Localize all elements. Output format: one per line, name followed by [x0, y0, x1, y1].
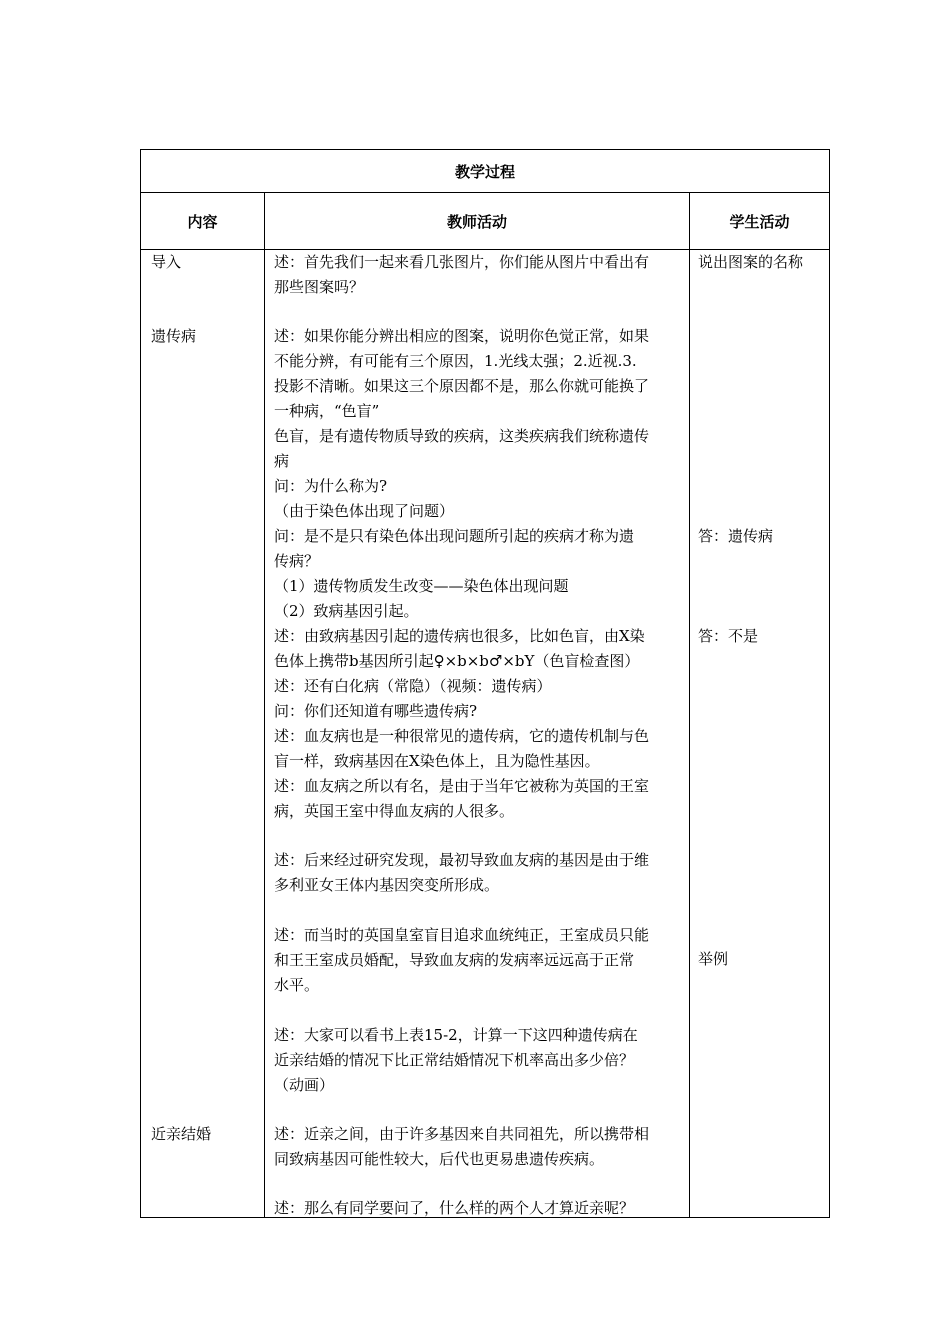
cell-text: 一种病，“色盲” — [274, 402, 380, 420]
cell-text: 述：大家可以看书上表15-2，计算一下这四种遗传病在 — [274, 1026, 638, 1044]
cell-text: 近亲结婚的情况下比正常结婚情况下机率高出多少倍？ — [274, 1051, 635, 1069]
cell-text: 色体上携带b基因所引起♀×b×b♂×bY（色盲检查图） — [274, 652, 640, 670]
cell-text: 多利亚女王体内基因突变所形成。 — [274, 876, 500, 894]
cell-text: 近亲结婚 — [151, 1125, 212, 1143]
cell-text: 传病？ — [274, 552, 320, 570]
cell-text: 述：后来经过研究发现，最初导致血友病的基因是由于维 — [274, 851, 650, 869]
cell-text: 同致病基因可能性较大，后代也更易患遗传疾病。 — [274, 1150, 605, 1168]
cell-text: 投影不清晰。如果这三个原因都不是，那么你就可能换了 — [274, 377, 650, 395]
cell-text: 问：为什么称为? — [274, 477, 388, 495]
header-content: 内容 — [187, 212, 218, 231]
cell-text: 说出图案的名称 — [698, 253, 804, 271]
cell-text: 不能分辨，有可能有三个原因，1.光线太强；2.近视.3. — [274, 352, 637, 370]
cell-text: 述：还有白化病（常隐）（视频：遗传病） — [274, 677, 552, 695]
cell-text: 水平。 — [274, 976, 320, 994]
table-header-row — [141, 193, 829, 250]
cell-text: 述：由致病基因引起的遗传病也很多，比如色盲，由X染 — [274, 627, 645, 645]
column-divider — [264, 193, 265, 1217]
header-teacher-activity: 教师活动 — [446, 212, 507, 231]
cell-text: 述：而当时的英国皇室盲目追求血统纯正，王室成员只能 — [274, 926, 650, 944]
cell-text: （1）遗传物质发生改变——染色体出现问题 — [274, 577, 569, 595]
cell-text: 述：那么有同学要问了，什么样的两个人才算近亲呢？ — [274, 1199, 635, 1217]
cell-text: 述：首先我们一起来看几张图片，你们能从图片中看出有 — [274, 253, 650, 271]
cell-text: 述：近亲之间，由于许多基因来自共同祖先，所以携带相 — [274, 1125, 650, 1143]
cell-text: （由于染色体出现了问题） — [274, 502, 455, 520]
cell-text: 色盲，是有遗传物质导致的疾病，这类疾病我们统称遗传 — [274, 427, 650, 445]
cell-text: 那些图案吗？ — [274, 278, 365, 296]
cell-text: 病 — [274, 452, 290, 470]
cell-text: 举例 — [698, 950, 729, 968]
cell-text: 和王王室成员婚配，导致血友病的发病率远远高于正常 — [274, 951, 635, 969]
cell-text: 病，英国王室中得血友病的人很多。 — [274, 802, 515, 820]
cell-text: 问：你们还知道有哪些遗传病? — [274, 702, 478, 720]
cell-text: （动画） — [274, 1076, 335, 1094]
cell-text: 述：血友病也是一种很常见的遗传病，它的遗传机制与色 — [274, 727, 650, 745]
column-divider — [689, 193, 690, 1217]
teaching-process-table — [140, 149, 830, 1218]
header-student-activity: 学生活动 — [729, 212, 790, 231]
table-title: 教学过程 — [141, 150, 829, 193]
cell-text: 答：遗传病 — [698, 527, 774, 545]
cell-text: 问：是不是只有染色体出现问题所引起的疾病才称为遗 — [274, 527, 635, 545]
cell-text: （2）致病基因引起。 — [274, 602, 419, 620]
cell-text: 导入 — [151, 253, 182, 271]
cell-text: 述：如果你能分辨出相应的图案，说明你色觉正常，如果 — [274, 327, 650, 345]
cell-text: 遗传病 — [151, 327, 197, 345]
cell-text: 述：血友病之所以有名，是由于当年它被称为英国的王室 — [274, 777, 650, 795]
cell-text: 答：不是 — [698, 627, 759, 645]
cell-text: 盲一样，致病基因在X染色体上，且为隐性基因。 — [274, 752, 600, 770]
